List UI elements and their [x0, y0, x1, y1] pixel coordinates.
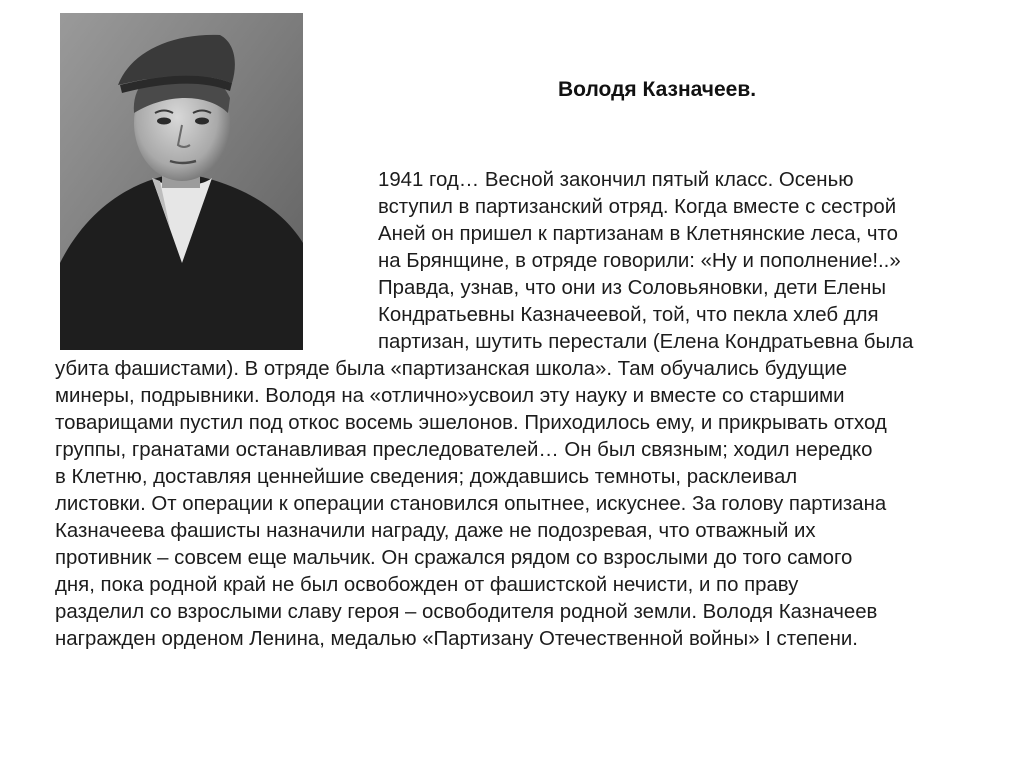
- text-line: противник – совсем еще мальчик. Он сражался рядом со взрослыми до того самого: [55, 547, 853, 569]
- text-line: награжден орденом Ленина, медалью «Партизану Отечественной войны» I степени.: [55, 628, 858, 650]
- text-line: разделил со взрослыми славу героя – освободителя родной земли. Володя Казначеев: [55, 601, 878, 623]
- text-line: товарищами пустил под откос восемь эшелонов. Приходилось ему, и прикрывать отход: [55, 412, 887, 434]
- portrait-photo: [60, 13, 303, 350]
- portrait-illustration: [60, 13, 303, 350]
- text-line: Правда, узнав, что они из Соловьяновки, дети Елены: [378, 277, 886, 299]
- text-line: на Брянщине, в отряде говорили: «Ну и пополнение!..»: [378, 250, 901, 272]
- text-line: дня, пока родной край не был освобожден от фашистской нечисти, и по праву: [55, 574, 799, 596]
- text-line: в Клетню, доставляя ценнейшие сведения; дождавшись темноты, расклеивал: [55, 466, 798, 488]
- text-line: Казначеева фашисты назначили награду, даже не подозревая, что отважный их: [55, 520, 816, 542]
- text-line: Аней он пришел к партизанам в Клетнянские леса, что: [378, 223, 898, 245]
- text-line: листовки. От операции к операции становился опытнее, искуснее. За голову партизана: [55, 493, 887, 515]
- text-line: 1941 год… Весной закончил пятый класс. Осенью: [378, 169, 854, 191]
- text-line: партизан, шутить перестали (Елена Кондратьевна была: [378, 331, 914, 353]
- text-line: Кондратьевны Казначеевой, той, что пекла хлеб для: [378, 304, 879, 326]
- page-title: Володя Казначеев.: [558, 78, 757, 101]
- text-line: минеры, подрывники. Володя на «отлично»усвоил эту науку и вместе со старшими: [55, 385, 845, 407]
- text-line: вступил в партизанский отряд. Когда вместе с сестрой: [378, 196, 897, 218]
- text-line: группы, гранатами останавливая преследователей… Он был связным; ходил нередко: [55, 439, 873, 461]
- text-line: убита фашистами). В отряде была «партизанская школа». Там обучались будущие: [55, 358, 848, 380]
